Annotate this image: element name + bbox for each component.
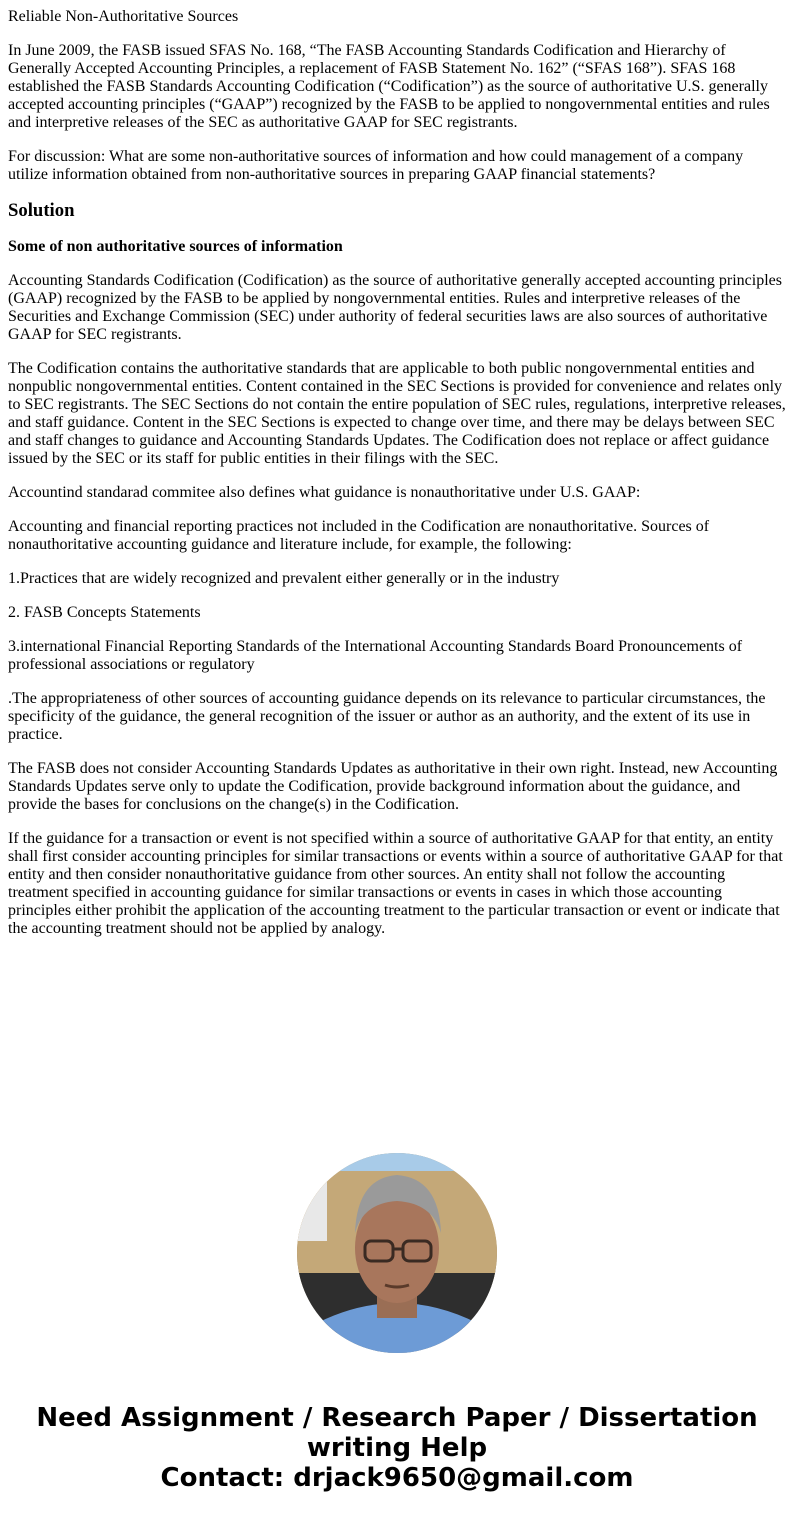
question-title: Reliable Non-Authoritative Sources bbox=[8, 8, 239, 25]
question-discussion: For discussion: What are some non-authoritative sources of information and how could management of a company utilize information obtained from non-authoritative sources in preparing GAAP financial statements? bbox=[8, 148, 744, 183]
person-portrait-icon bbox=[297, 1153, 497, 1353]
solution-heading: Solution bbox=[8, 200, 75, 221]
solution-paragraph: The FASB does not consider Accounting Standards Updates as authoritative in their own right. Instead, new Accounting Standards Updates serve only to update the Codification, provide background information about the guidance, and provide the bases for conclusions on the change(s) in the Codification. bbox=[8, 760, 778, 813]
contact-promo bbox=[0, 1403, 794, 1493]
solution-paragraph: .The appropriateness of other sources of accounting guidance depends on its relevance to particular circumstances, the specificity of the guidance, the general recognition of the issuer or author as an authority, and the extent of its use in practice. bbox=[8, 690, 766, 743]
solution-paragraph: Accounting Standards Codification (Codification) as the source of authoritative generally accepted accounting principles (GAAP) recognized by the FASB to be applied by nongovernmental entities. Rules and interpretive releases of the Securities and Exchange Commission (SEC) under authority of federal securities laws are also sources of authoritative GAAP for SEC registrants. bbox=[8, 272, 782, 343]
solution-subheading: Some of non authoritative sources of information bbox=[8, 238, 343, 255]
question-intro: In June 2009, the FASB issued SFAS No. 168, “The FASB Accounting Standards Codification and Hierarchy of Generally Accepted Accounting Principles, a replacement of FASB Statement No. 162” (“SFAS 168”). SFAS 168 established the FASB Standards Accounting Codification (“Codification”) as the source of authoritative U.S. generally accepted accounting principles (“GAAP”) recognized by the FASB to be applied to nongovernmental entities and rules and interpretive releases of the SEC as authoritative GAAP for SEC registrants. bbox=[8, 42, 770, 131]
list-item: 1.Practices that are widely recognized and prevalent either generally or in the industry bbox=[8, 570, 560, 587]
promo-contact-email: Contact: drjack9650@gmail.com bbox=[160, 1463, 634, 1493]
list-item: 2. FASB Concepts Statements bbox=[8, 604, 201, 621]
solution-paragraph: Accountind standarad commitee also defines what guidance is nonauthoritative under U.S. GAAP: bbox=[8, 484, 641, 501]
solution-paragraph: If the guidance for a transaction or event is not specified within a source of authoritative GAAP for that entity, an entity shall first consider accounting principles for similar transactions or events within a source of authoritative GAAP for that entity and then consider nonauthoritative guidance from other sources. An entity shall not follow the accounting treatment specified in accounting guidance for similar transactions or events in cases in which those accounting principles either prohibit the application of the accounting treatment to the particular transaction or event or indicate that the accounting treatment should not be applied by analogy. bbox=[8, 830, 783, 937]
solution-paragraph: The Codification contains the authoritative standards that are applicable to both public nongovernmental entities and nonpublic nongovernmental entities. Content contained in the SEC Sections is provided for convenience and relates only to SEC registrants. The SEC Sections do not contain the entire population of SEC rules, regulations, interpretive releases, and staff guidance. Content in the SEC Sections is expected to change over time, and there may be delays between SEC and staff changes to guidance and Accounting Standards Updates. The Codification does not replace or affect guidance issued by the SEC or its staff for public entities in their filings with the SEC. bbox=[8, 360, 786, 467]
promo-line-2: writing Help bbox=[306, 1433, 488, 1463]
list-item: 3.international Financial Reporting Standards of the International Accounting Standards Board Pronouncements of professional associations or regulatory bbox=[8, 638, 743, 673]
solution-paragraph: Accounting and financial reporting practices not included in the Codification are nonauthoritative. Sources of nonauthoritative accounting guidance and literature include, for example, the following: bbox=[8, 518, 710, 553]
promo-line-1: Need Assignment / Research Paper / Dissertation bbox=[36, 1403, 758, 1433]
avatar bbox=[297, 1153, 497, 1353]
